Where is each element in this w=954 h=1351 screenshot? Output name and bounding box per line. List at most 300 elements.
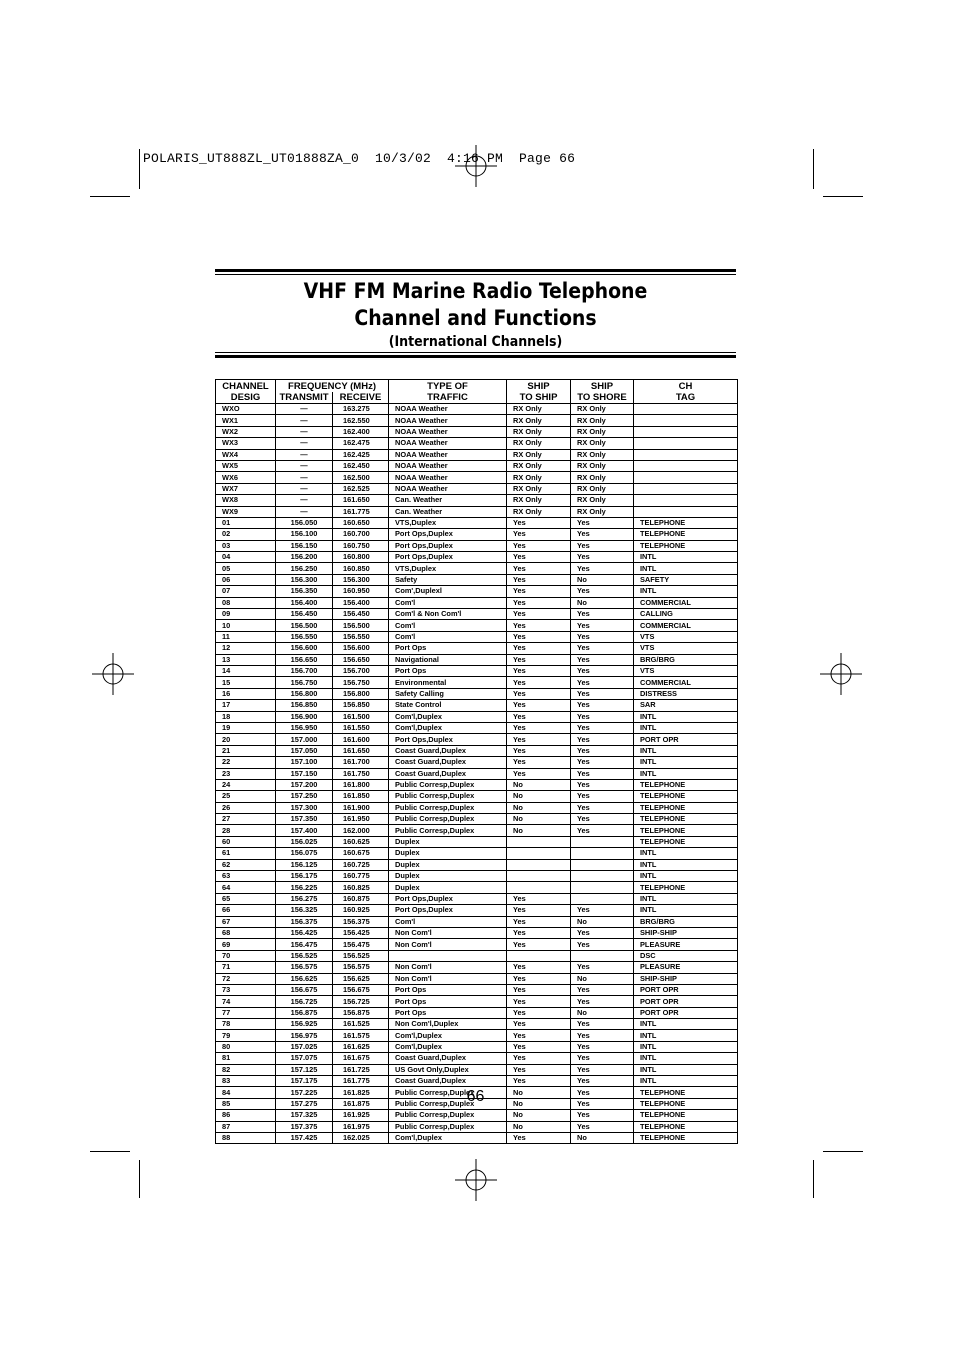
ship-to-shore-cell bbox=[571, 848, 634, 859]
transmit-cell: 157.200 bbox=[276, 779, 333, 790]
receive-cell: 161.650 bbox=[333, 495, 389, 506]
tag-cell: TELEPHONE bbox=[634, 1133, 738, 1144]
receive-cell: 156.425 bbox=[333, 927, 389, 938]
receive-cell: 156.375 bbox=[333, 916, 389, 927]
traffic-cell: Com'l bbox=[389, 620, 507, 631]
traffic-cell: Safety Calling bbox=[389, 688, 507, 699]
transmit-cell: 156.550 bbox=[276, 631, 333, 642]
receive-cell: 156.700 bbox=[333, 665, 389, 676]
tag-cell: INTL bbox=[634, 848, 738, 859]
channel-cell: 22 bbox=[216, 757, 276, 768]
transmit-cell: — bbox=[276, 438, 333, 449]
traffic-cell: Port Ops bbox=[389, 1007, 507, 1018]
tag-cell: INTL bbox=[634, 1030, 738, 1041]
channel-cell: 06 bbox=[216, 574, 276, 585]
traffic-cell: Com'l bbox=[389, 916, 507, 927]
traffic-cell: Port Ops,Duplex bbox=[389, 540, 507, 551]
ship-to-shore-cell: Yes bbox=[571, 996, 634, 1007]
traffic-cell: Duplex bbox=[389, 859, 507, 870]
table-row bbox=[216, 962, 738, 973]
receive-cell: 162.400 bbox=[333, 426, 389, 437]
traffic-cell: NOAA Weather bbox=[389, 438, 507, 449]
header-ship-to-ship: SHIP bbox=[507, 380, 571, 393]
ship-to-ship-cell: Yes bbox=[507, 905, 571, 916]
ship-to-shore-cell: RX Only bbox=[571, 415, 634, 426]
header-transmit: TRANSMIT bbox=[276, 392, 333, 404]
tag-cell: PORT OPR bbox=[634, 984, 738, 995]
tag-cell: TELEPHONE bbox=[634, 1087, 738, 1098]
ship-to-shore-cell: Yes bbox=[571, 1121, 634, 1132]
crop-mark bbox=[813, 149, 814, 189]
table-row bbox=[216, 882, 738, 893]
tag-cell: SHIP-SHIP bbox=[634, 973, 738, 984]
ship-to-ship-cell: Yes bbox=[507, 631, 571, 642]
receive-cell: 156.750 bbox=[333, 677, 389, 688]
ship-to-shore-cell: Yes bbox=[571, 768, 634, 779]
transmit-cell: 156.700 bbox=[276, 665, 333, 676]
channel-cell: WX8 bbox=[216, 495, 276, 506]
crop-mark bbox=[139, 1160, 140, 1198]
channel-cell: 67 bbox=[216, 916, 276, 927]
ship-to-ship-cell: RX Only bbox=[507, 506, 571, 517]
tag-cell: INTL bbox=[634, 722, 738, 733]
channel-cell: 88 bbox=[216, 1133, 276, 1144]
table-row bbox=[216, 711, 738, 722]
traffic-cell: Port Ops,Duplex bbox=[389, 734, 507, 745]
receive-cell: 161.550 bbox=[333, 722, 389, 733]
receive-cell: 161.500 bbox=[333, 711, 389, 722]
transmit-cell: 156.975 bbox=[276, 1030, 333, 1041]
table-row bbox=[216, 540, 738, 551]
table-row bbox=[216, 597, 738, 608]
traffic-cell: Com'l bbox=[389, 597, 507, 608]
receive-cell: 156.875 bbox=[333, 1007, 389, 1018]
channel-cell: 04 bbox=[216, 552, 276, 563]
ship-to-shore-cell: Yes bbox=[571, 711, 634, 722]
channel-cell: 68 bbox=[216, 927, 276, 938]
receive-cell: 162.425 bbox=[333, 449, 389, 460]
title-rule-bottom-thin bbox=[215, 352, 736, 353]
traffic-cell: Com'l,Duplex bbox=[389, 722, 507, 733]
channel-cell: 70 bbox=[216, 950, 276, 961]
tag-cell: CALLING bbox=[634, 609, 738, 620]
channel-cell: WX9 bbox=[216, 506, 276, 517]
transmit-cell: 156.150 bbox=[276, 540, 333, 551]
crop-mark bbox=[90, 1151, 130, 1152]
transmit-cell: 156.175 bbox=[276, 871, 333, 882]
receive-cell: 161.650 bbox=[333, 745, 389, 756]
ship-to-ship-cell: No bbox=[507, 802, 571, 813]
receive-cell: 160.875 bbox=[333, 893, 389, 904]
tag-cell: PORT OPR bbox=[634, 1007, 738, 1018]
tag-cell: TELEPHONE bbox=[634, 814, 738, 825]
receive-cell: 160.700 bbox=[333, 529, 389, 540]
ship-to-ship-cell: Yes bbox=[507, 688, 571, 699]
ship-to-ship-cell: Yes bbox=[507, 711, 571, 722]
ship-to-ship-cell: RX Only bbox=[507, 483, 571, 494]
ship-to-shore-cell: No bbox=[571, 973, 634, 984]
receive-cell: 162.500 bbox=[333, 472, 389, 483]
tag-cell: INTL bbox=[634, 745, 738, 756]
transmit-cell: — bbox=[276, 495, 333, 506]
transmit-cell: 157.100 bbox=[276, 757, 333, 768]
ship-to-shore-cell: Yes bbox=[571, 962, 634, 973]
receive-cell: 160.750 bbox=[333, 540, 389, 551]
table-row bbox=[216, 779, 738, 790]
channel-cell: 11 bbox=[216, 631, 276, 642]
traffic-cell: Non Com'l,Duplex bbox=[389, 1019, 507, 1030]
channel-cell: WX7 bbox=[216, 483, 276, 494]
ship-to-shore-cell: No bbox=[571, 597, 634, 608]
channel-cell: 61 bbox=[216, 848, 276, 859]
tag-cell bbox=[634, 472, 738, 483]
table-row bbox=[216, 574, 738, 585]
ship-to-shore-cell: RX Only bbox=[571, 426, 634, 437]
ship-to-ship-cell: Yes bbox=[507, 1076, 571, 1087]
table-row bbox=[216, 757, 738, 768]
traffic-cell: NOAA Weather bbox=[389, 404, 507, 415]
ship-to-ship-cell bbox=[507, 859, 571, 870]
tag-cell: INTL bbox=[634, 768, 738, 779]
receive-cell: 161.700 bbox=[333, 757, 389, 768]
table-row bbox=[216, 563, 738, 574]
channel-cell: 21 bbox=[216, 745, 276, 756]
channel-cell: 10 bbox=[216, 620, 276, 631]
receive-cell: 161.850 bbox=[333, 791, 389, 802]
ship-to-ship-cell: Yes bbox=[507, 939, 571, 950]
channel-cell: 69 bbox=[216, 939, 276, 950]
transmit-cell: 157.375 bbox=[276, 1121, 333, 1132]
transmit-cell: — bbox=[276, 426, 333, 437]
table-row bbox=[216, 1030, 738, 1041]
ship-to-shore-cell: Yes bbox=[571, 665, 634, 676]
traffic-cell: Non Com'l bbox=[389, 939, 507, 950]
ship-to-shore-cell: RX Only bbox=[571, 506, 634, 517]
transmit-cell: 156.725 bbox=[276, 996, 333, 1007]
tag-cell bbox=[634, 506, 738, 517]
transmit-cell: 157.400 bbox=[276, 825, 333, 836]
ship-to-ship-cell: Yes bbox=[507, 540, 571, 551]
traffic-cell: Coast Guard,Duplex bbox=[389, 768, 507, 779]
crop-mark bbox=[813, 1160, 814, 1198]
tag-cell: INTL bbox=[634, 859, 738, 870]
channel-cell: 12 bbox=[216, 643, 276, 654]
crop-mark bbox=[823, 196, 863, 197]
table-row bbox=[216, 404, 738, 415]
traffic-cell: Navigational bbox=[389, 654, 507, 665]
channel-cell: 05 bbox=[216, 563, 276, 574]
channel-cell: 13 bbox=[216, 654, 276, 665]
tag-cell: COMMERCIAL bbox=[634, 620, 738, 631]
receive-cell: 156.850 bbox=[333, 700, 389, 711]
header-type-of: TYPE OF bbox=[389, 380, 507, 393]
traffic-cell: Port Ops,Duplex bbox=[389, 893, 507, 904]
ship-to-ship-cell: Yes bbox=[507, 574, 571, 585]
receive-cell: 156.675 bbox=[333, 984, 389, 995]
tag-cell: INTL bbox=[634, 871, 738, 882]
receive-cell: 160.775 bbox=[333, 871, 389, 882]
receive-cell: 161.725 bbox=[333, 1064, 389, 1075]
ship-to-shore-cell: Yes bbox=[571, 563, 634, 574]
ship-to-shore-cell: Yes bbox=[571, 745, 634, 756]
receive-cell: 161.525 bbox=[333, 1019, 389, 1030]
receive-cell: 161.800 bbox=[333, 779, 389, 790]
tag-cell: COMMERCIAL bbox=[634, 677, 738, 688]
traffic-cell: Com'l,Duplex bbox=[389, 1041, 507, 1052]
ship-to-ship-cell bbox=[507, 871, 571, 882]
ship-to-shore-cell: No bbox=[571, 1007, 634, 1018]
ship-to-ship-cell: RX Only bbox=[507, 460, 571, 471]
table-row bbox=[216, 814, 738, 825]
tag-cell: COMMERCIAL bbox=[634, 597, 738, 608]
tag-cell: TELEPHONE bbox=[634, 836, 738, 847]
table-row bbox=[216, 495, 738, 506]
ship-to-shore-cell: Yes bbox=[571, 609, 634, 620]
channel-cell: 28 bbox=[216, 825, 276, 836]
crop-mark bbox=[823, 1151, 863, 1152]
traffic-cell: Duplex bbox=[389, 848, 507, 859]
traffic-cell: Port Ops,Duplex bbox=[389, 552, 507, 563]
receive-cell: 161.625 bbox=[333, 1041, 389, 1052]
receive-cell: 160.925 bbox=[333, 905, 389, 916]
transmit-cell: 157.325 bbox=[276, 1110, 333, 1121]
table-row bbox=[216, 529, 738, 540]
ship-to-shore-cell bbox=[571, 882, 634, 893]
transmit-cell: 156.300 bbox=[276, 574, 333, 585]
transmit-cell: 156.925 bbox=[276, 1019, 333, 1030]
ship-to-ship-cell: No bbox=[507, 825, 571, 836]
ship-to-shore-cell: Yes bbox=[571, 517, 634, 528]
transmit-cell: 156.325 bbox=[276, 905, 333, 916]
ship-to-ship-cell: Yes bbox=[507, 563, 571, 574]
tag-cell: TELEPHONE bbox=[634, 540, 738, 551]
page-subtitle: (International Channels) bbox=[388, 334, 563, 350]
title-rule-top-thick bbox=[215, 269, 736, 272]
channel-rows bbox=[216, 404, 738, 1144]
table-row bbox=[216, 984, 738, 995]
tag-cell: INTL bbox=[634, 1076, 738, 1087]
table-row bbox=[216, 438, 738, 449]
traffic-cell: Public Corresp,Duplex bbox=[389, 825, 507, 836]
traffic-cell bbox=[389, 950, 507, 961]
table-row bbox=[216, 905, 738, 916]
channel-cell: WX3 bbox=[216, 438, 276, 449]
tag-cell: SHIP-SHIP bbox=[634, 927, 738, 938]
channel-cell: 86 bbox=[216, 1110, 276, 1121]
table-row bbox=[216, 1041, 738, 1052]
tag-cell: VTS bbox=[634, 665, 738, 676]
ship-to-shore-cell: Yes bbox=[571, 1053, 634, 1064]
transmit-cell: 157.225 bbox=[276, 1087, 333, 1098]
channel-cell: 16 bbox=[216, 688, 276, 699]
traffic-cell: Port Ops bbox=[389, 996, 507, 1007]
transmit-cell: 157.025 bbox=[276, 1041, 333, 1052]
ship-to-ship-cell: Yes bbox=[507, 768, 571, 779]
table-row bbox=[216, 916, 738, 927]
ship-to-ship-cell bbox=[507, 848, 571, 859]
tag-cell: INTL bbox=[634, 1041, 738, 1052]
ship-to-shore-cell: Yes bbox=[571, 529, 634, 540]
receive-cell: 156.300 bbox=[333, 574, 389, 585]
ship-to-ship-cell: Yes bbox=[507, 654, 571, 665]
transmit-cell: 156.225 bbox=[276, 882, 333, 893]
receive-cell: 160.825 bbox=[333, 882, 389, 893]
traffic-cell: Public Corresp,Duplex bbox=[389, 1098, 507, 1109]
traffic-cell: NOAA Weather bbox=[389, 426, 507, 437]
ship-to-shore-cell: RX Only bbox=[571, 449, 634, 460]
transmit-cell: — bbox=[276, 472, 333, 483]
ship-to-ship-cell: Yes bbox=[507, 1019, 571, 1030]
ship-to-ship-cell: No bbox=[507, 1110, 571, 1121]
ship-to-shore-cell bbox=[571, 859, 634, 870]
channel-cell: 87 bbox=[216, 1121, 276, 1132]
tag-cell bbox=[634, 483, 738, 494]
transmit-cell: 156.075 bbox=[276, 848, 333, 859]
ship-to-ship-cell: No bbox=[507, 1098, 571, 1109]
table-row bbox=[216, 950, 738, 961]
traffic-cell: Non Com'l bbox=[389, 927, 507, 938]
table-row bbox=[216, 848, 738, 859]
transmit-cell: 156.900 bbox=[276, 711, 333, 722]
channel-cell: 08 bbox=[216, 597, 276, 608]
ship-to-shore-cell: Yes bbox=[571, 688, 634, 699]
ship-to-shore-cell: Yes bbox=[571, 1098, 634, 1109]
ship-to-ship-cell: Yes bbox=[507, 927, 571, 938]
channel-cell: WX1 bbox=[216, 415, 276, 426]
traffic-cell: Public Corresp,Duplex bbox=[389, 1121, 507, 1132]
transmit-cell: 156.800 bbox=[276, 688, 333, 699]
tag-cell: PLEASURE bbox=[634, 939, 738, 950]
ship-to-ship-cell: No bbox=[507, 791, 571, 802]
table-row bbox=[216, 654, 738, 665]
page-title-line2: Channel and Functions bbox=[354, 306, 597, 330]
receive-cell: 163.275 bbox=[333, 404, 389, 415]
traffic-cell: Public Corresp,Duplex bbox=[389, 791, 507, 802]
receive-cell: 160.650 bbox=[333, 517, 389, 528]
ship-to-shore-cell: Yes bbox=[571, 654, 634, 665]
ship-to-shore-cell: Yes bbox=[571, 1030, 634, 1041]
traffic-cell: Port Ops,Duplex bbox=[389, 905, 507, 916]
receive-cell: 162.475 bbox=[333, 438, 389, 449]
table-row bbox=[216, 1019, 738, 1030]
traffic-cell: NOAA Weather bbox=[389, 415, 507, 426]
registration-mark-right bbox=[820, 653, 862, 695]
channel-cell: WX2 bbox=[216, 426, 276, 437]
ship-to-ship-cell: RX Only bbox=[507, 426, 571, 437]
transmit-cell: 156.375 bbox=[276, 916, 333, 927]
transmit-cell: 157.250 bbox=[276, 791, 333, 802]
ship-to-ship-cell: Yes bbox=[507, 1053, 571, 1064]
traffic-cell: Safety bbox=[389, 574, 507, 585]
receive-cell: 161.775 bbox=[333, 1076, 389, 1087]
receive-cell: 156.525 bbox=[333, 950, 389, 961]
ship-to-ship-cell: No bbox=[507, 1121, 571, 1132]
table-row bbox=[216, 552, 738, 563]
ship-to-shore-cell: Yes bbox=[571, 620, 634, 631]
transmit-cell: 156.450 bbox=[276, 609, 333, 620]
ship-to-shore-cell: RX Only bbox=[571, 495, 634, 506]
ship-to-shore-cell: Yes bbox=[571, 1019, 634, 1030]
tag-cell: TELEPHONE bbox=[634, 802, 738, 813]
table-row bbox=[216, 1064, 738, 1075]
channel-cell: 66 bbox=[216, 905, 276, 916]
tag-cell: INTL bbox=[634, 905, 738, 916]
ship-to-shore-cell: RX Only bbox=[571, 483, 634, 494]
transmit-cell: 156.600 bbox=[276, 643, 333, 654]
receive-cell: 161.675 bbox=[333, 1053, 389, 1064]
transmit-cell: 157.125 bbox=[276, 1064, 333, 1075]
channel-cell: WXO bbox=[216, 404, 276, 415]
receive-cell: 161.575 bbox=[333, 1030, 389, 1041]
tag-cell: SAR bbox=[634, 700, 738, 711]
title-rule-bottom-thick bbox=[215, 355, 736, 358]
channel-cell: 27 bbox=[216, 814, 276, 825]
ship-to-shore-cell: Yes bbox=[571, 1064, 634, 1075]
ship-to-shore-cell: Yes bbox=[571, 779, 634, 790]
traffic-cell: Com'l & Non Com'l bbox=[389, 609, 507, 620]
receive-cell: 156.575 bbox=[333, 962, 389, 973]
ship-to-ship-cell: RX Only bbox=[507, 438, 571, 449]
channel-cell: 03 bbox=[216, 540, 276, 551]
traffic-cell: NOAA Weather bbox=[389, 483, 507, 494]
receive-cell: 162.025 bbox=[333, 1133, 389, 1144]
traffic-cell: Can. Weather bbox=[389, 506, 507, 517]
channel-cell: 19 bbox=[216, 722, 276, 733]
ship-to-shore-cell: Yes bbox=[571, 791, 634, 802]
tag-cell: PORT OPR bbox=[634, 734, 738, 745]
tag-cell bbox=[634, 495, 738, 506]
transmit-cell: 157.050 bbox=[276, 745, 333, 756]
tag-cell bbox=[634, 404, 738, 415]
ship-to-ship-cell: Yes bbox=[507, 597, 571, 608]
header-traffic: TRAFFIC bbox=[389, 392, 507, 404]
table-row bbox=[216, 825, 738, 836]
ship-to-ship-cell: Yes bbox=[507, 1133, 571, 1144]
table-row bbox=[216, 665, 738, 676]
transmit-cell: 156.425 bbox=[276, 927, 333, 938]
table-row bbox=[216, 426, 738, 437]
channel-cell: 14 bbox=[216, 665, 276, 676]
transmit-cell: — bbox=[276, 415, 333, 426]
receive-cell: 162.525 bbox=[333, 483, 389, 494]
ship-to-ship-cell: Yes bbox=[507, 1007, 571, 1018]
ship-to-shore-cell bbox=[571, 871, 634, 882]
traffic-cell: Public Corresp,Duplex bbox=[389, 1110, 507, 1121]
traffic-cell: Environmental bbox=[389, 677, 507, 688]
channel-cell: 15 bbox=[216, 677, 276, 688]
ship-to-shore-cell: No bbox=[571, 1133, 634, 1144]
transmit-cell: 156.850 bbox=[276, 700, 333, 711]
channel-cell: 18 bbox=[216, 711, 276, 722]
tag-cell: TELEPHONE bbox=[634, 529, 738, 540]
ship-to-ship-cell: Yes bbox=[507, 1041, 571, 1052]
table-row bbox=[216, 1076, 738, 1087]
table-row bbox=[216, 1121, 738, 1132]
traffic-cell: Com'l,Duplex bbox=[389, 1030, 507, 1041]
transmit-cell: 156.275 bbox=[276, 893, 333, 904]
transmit-cell: 157.300 bbox=[276, 802, 333, 813]
ship-to-shore-cell: RX Only bbox=[571, 438, 634, 449]
table-row bbox=[216, 449, 738, 460]
channel-cell: 26 bbox=[216, 802, 276, 813]
table-row bbox=[216, 1053, 738, 1064]
header-channel: CHANNEL bbox=[216, 380, 276, 393]
receive-cell: 160.850 bbox=[333, 563, 389, 574]
traffic-cell: Coast Guard,Duplex bbox=[389, 1053, 507, 1064]
tag-cell: INTL bbox=[634, 1019, 738, 1030]
ship-to-shore-cell: Yes bbox=[571, 984, 634, 995]
transmit-cell: 156.500 bbox=[276, 620, 333, 631]
